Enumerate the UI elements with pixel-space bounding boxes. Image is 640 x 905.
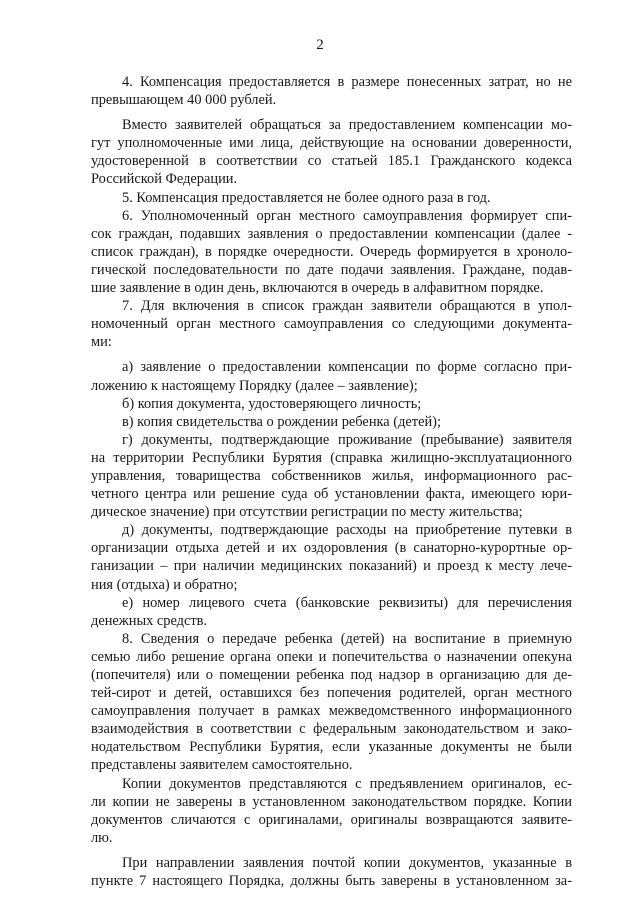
- page-number: 2: [316, 37, 324, 53]
- text-line: на территории Республики Бурятия (справка жилищно-эксплуатационного: [91, 449, 572, 466]
- text-line: в) копия свидетельства о рождении ребенка (детей);: [122, 413, 441, 430]
- text-line: документов сличаются с оригиналами, оригиналы возвращаются заявите-: [91, 811, 572, 828]
- text-line: 5. Компенсация предоставляется не более одного раза в год.: [122, 189, 491, 206]
- text-line: представлены заявителем самостоятельно.: [91, 757, 353, 774]
- text-line: гут уполномоченные ими лица, действующие на основании доверенности,: [91, 135, 572, 152]
- text-line: денежных средств.: [91, 612, 208, 629]
- text-line: сок граждан, подавших заявления о предоставлении компенсации (далее -: [91, 225, 572, 242]
- text-line: удостоверенной в соответствии со статьей 185.1 Гражданского кодекса: [91, 153, 572, 170]
- text-line: д) документы, подтверждающие расходы на приобретение путевки в: [122, 522, 572, 539]
- document-body: [91, 73, 572, 890]
- text-line: тей-сирот и детей, оставшихся без попечения родителей, орган местного: [91, 685, 572, 702]
- text-line: организации отдыха детей и их оздоровления (в санаторно-курортные ор-: [91, 540, 572, 557]
- text-line: дическое значение) при отсутствии регистрации по месту жительства;: [91, 504, 523, 521]
- text-line: ли копии не заверены в установленном законодательством порядке. Копии: [91, 793, 572, 810]
- text-line: взаимодействия в соответствии с федеральным законодательством и зако-: [91, 721, 572, 738]
- text-line: ния (отдыха) и обратно;: [91, 576, 238, 593]
- text-line: номоченный орган местного самоуправления со следующими документа-: [91, 316, 572, 333]
- text-line: 4. Компенсация предоставляется в размере понесенных затрат, но не: [122, 74, 572, 90]
- text-line: 6. Уполномоченный орган местного самоуправления формирует спи-: [122, 207, 572, 224]
- text-line: самоуправления получает в рамках межведомственного информационного: [91, 703, 572, 720]
- text-line: управления, товарищества собственников жилья, информационного рас-: [91, 467, 572, 484]
- text-line: а) заявление о предоставлении компенсации по форме согласно при-: [122, 359, 572, 376]
- text-line: При направлении заявления почтой копии документов, указанные в: [122, 854, 572, 871]
- text-line: превышающем 40 000 рублей.: [91, 92, 277, 109]
- text-line: шие заявление в один день, включаются в очередь в алфавитном порядке.: [91, 280, 544, 297]
- text-line: е) номер лицевого счета (банковские реквизиты) для перечисления: [122, 594, 572, 611]
- text-line: Копии документов представляются с предъявлением оригиналов, ес-: [122, 775, 572, 792]
- text-line: 8. Сведения о передаче ребенка (детей) на воспитание в приемную: [122, 630, 572, 647]
- text-line: Российской Федерации.: [91, 171, 238, 188]
- text-line: список граждан), в порядке очередности. Очередь формируется в хроноло-: [91, 243, 572, 260]
- text-line: гической последовательности по дате подачи заявления. Граждане, подав-: [91, 261, 572, 278]
- text-line: семью либо решение органа опеки и попечительства о назначении опекуна: [91, 648, 572, 665]
- text-line: 7. Для включения в список граждан заявители обращаются в упол-: [122, 298, 572, 315]
- text-line: нодательством Республики Бурятия, если указанные документы не были: [91, 739, 572, 756]
- text-line: (попечителя) или о помещении ребенка под надзор в организацию для де-: [91, 667, 572, 683]
- text-line: Вместо заявителей обращаться за предоставлением компенсации мо-: [122, 117, 572, 134]
- text-line: г) документы, подтверждающие проживание (пребывание) заявителя: [122, 431, 572, 448]
- text-line: лю.: [91, 829, 113, 846]
- text-line: четного центра или решение суда об установлении факта, имеющего юри-: [91, 486, 572, 503]
- text-line: пункте 7 настоящего Порядка, должны быть заверены в установленном за-: [91, 873, 572, 890]
- text-line: ми:: [91, 334, 112, 351]
- text-line: ложению к настоящему Порядку (далее – заявление);: [91, 377, 418, 394]
- text-line: ганизации – при наличии медицинских показаний) и проезд к месту лече-: [91, 558, 572, 575]
- text-line: б) копия документа, удостоверяющего личность;: [122, 395, 422, 412]
